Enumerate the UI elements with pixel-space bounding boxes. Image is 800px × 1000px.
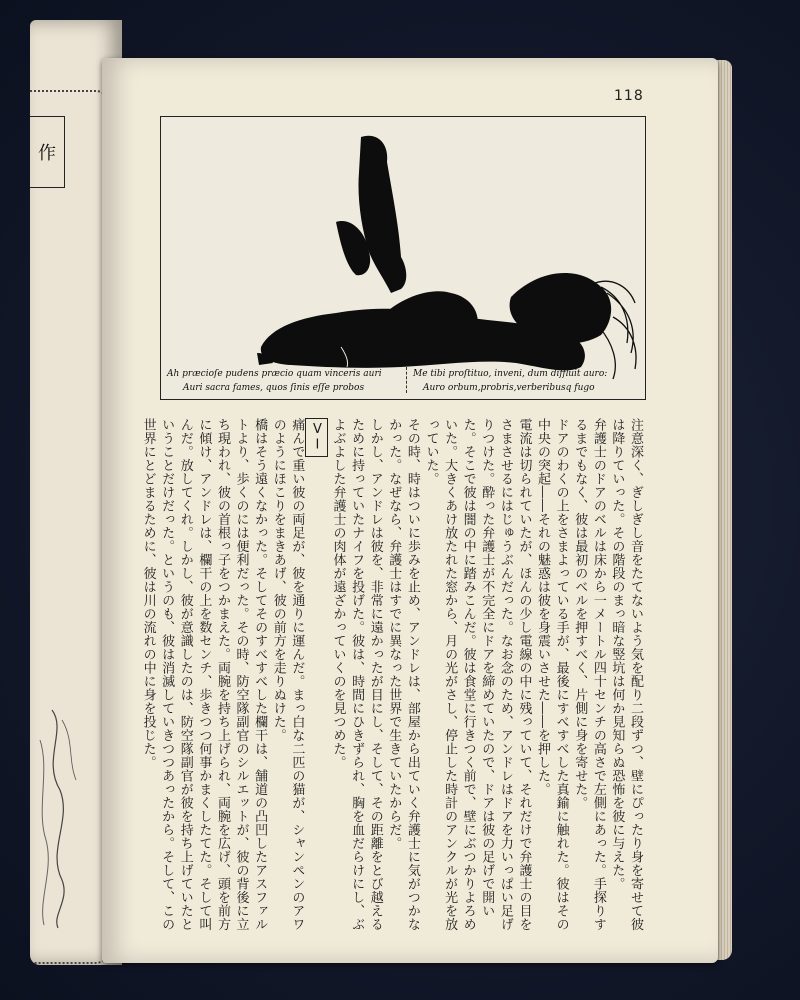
page-number: 118 <box>614 88 644 104</box>
right-page <box>102 58 718 963</box>
paragraph: ドアのわくの上をさまよっている手が、最後にすべすべした真鍮に触れた。彼はその中央の突起――それの魅惑は彼を身震いさせた――を押した。 <box>535 418 569 931</box>
woodcut-illustration <box>160 116 646 400</box>
left-page-title: 作 <box>30 116 65 188</box>
vertical-body-text <box>140 418 644 938</box>
paragraph: 弁護士のドアのベルは床から一メートル四十センチの高さで左側にあった。手探りするまでもなく、彼は最初のベルを押すべく、片側に身を寄せた。 <box>572 418 606 931</box>
caption-right-line1: Me tibi proſtituo, inveni, dum diffluit auro: <box>413 369 608 379</box>
paragraph: 電流は切られていたが、ほんの少し電線の中に残っていて、それだけで弁護士の目をさまさせるにはじゅうぶんだった。なお念のため、アンドレはドアを力いっぱい足げりつけた。酔った弁護士が不完全にドアを締めていたので、ドアは彼の足げで開いた。そこで彼は闇の中に踏みこんだ。彼は食堂に行きつく前で、壁にぶつかりよろめいた。大きくあけ放たれた窓から、月の光がさし、停止した時計のアンクルが光を放っていた。 <box>423 418 532 931</box>
paragraph: 注意深く、ぎしぎし音をたてないよう気を配り二段ずつ、壁にぴったり身を寄せて彼は降りていった。その階段のまっ暗な竪坑は何か見知らぬ恐怖を彼に与えた。 <box>609 418 643 931</box>
left-page-sketch <box>32 700 82 930</box>
woodcut-figures-image <box>161 117 645 399</box>
chapter-heading: VI <box>305 418 328 457</box>
caption-divider <box>406 367 407 393</box>
caption-right-line2: Auro orbum,probris,verberibusq fugo <box>423 383 595 393</box>
caption-left-line2: Auri sacra fames, quos ſinis eſſe probos <box>183 383 365 393</box>
paragraph: 橋はそう遠くなかった。そしてそのすべすべした欄干は、舗道の凸凹したアスファルトより、歩くのには便利だった。その時、防空隊副官のシルエットが、彼の背後に立ち現われ、彼の首根っ子をつかまえた。両腕を持ち上げられ、両腕を広げ、頭を前方に傾け、アンドレは、欄干の上を数センチ、歩きつつ何事かまくしたてた。そして叫んだ。放してくれ。しかし、彼が意識したのは、防空隊副官が彼を持ち上げていたということだけだった。というのも、彼は消滅していきつつあったから。そして、この世界にとどまるために、彼は川の流れの中に身を投じた。 <box>140 418 268 931</box>
paragraph: その時、時はついに歩みを止め、アンドレは、部屋から出ていく弁護士に気がつかなかった。なぜなら、弁護士はすでに異なった世界で生きていたからだ。 <box>386 418 420 931</box>
paragraph: 痛んで重い彼の両足が、彼を通りに運んだ。まっ白な二匹の猫が、シャンペンのアワのようにほこりをまきあげ、彼の前方を走りぬけた。 <box>270 418 305 931</box>
caption-left-line1: Ah præcioſe pudens præcio quam vinceris auri <box>167 369 382 379</box>
paragraph: しかし、アンドレは彼を、非常に遠かったが目にし、そして、その距離をとび越えるために持っていたナイフを投げた。彼は、時間にひきずられ、胸を血だらけにし、ぶよぶよした弁護士の肉体が遠ざかっていくのを見つめた。 <box>330 418 383 931</box>
